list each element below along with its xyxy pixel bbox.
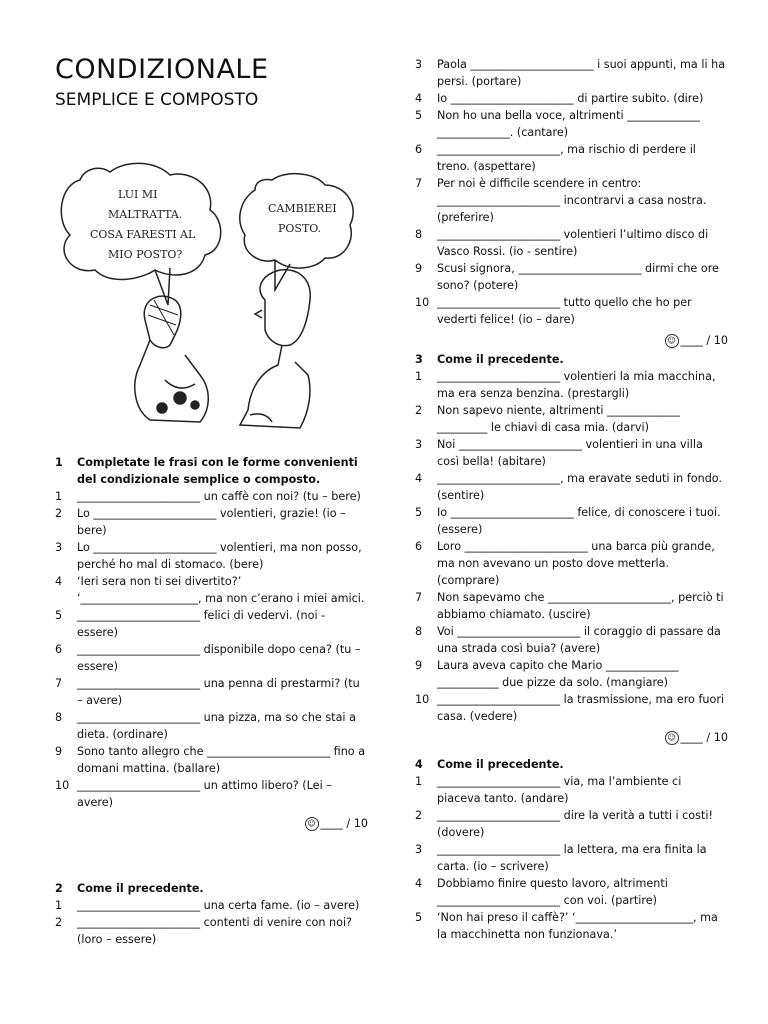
list-item: 1 ______________________ un caffè con noi? (tu – bere) bbox=[55, 490, 361, 503]
list-item: 4 Io ______________________ di partire subito. (dire) bbox=[415, 92, 704, 105]
exercise-number: 4 bbox=[415, 758, 423, 771]
list-item: 2 Lo ______________________ volentieri, grazie! (io – bere) bbox=[55, 507, 346, 537]
exercise-4 bbox=[415, 756, 728, 773]
cartoon-illustration bbox=[50, 140, 380, 440]
list-item: 7 Non sapevamo che ______________________, perciò ti abbiamo chiamato. (uscire) bbox=[415, 591, 724, 621]
list-item: 3 Noi ______________________ volentieri in una villa così bella! (abitare) bbox=[415, 438, 703, 468]
right-column bbox=[415, 56, 728, 943]
exercise-instruction: Come il precedente. bbox=[437, 353, 564, 366]
list-item: 4 ______________________, ma eravate seduti in fondo. (sentire) bbox=[415, 472, 723, 502]
list-item: 5 ______________________ felici di vedervi. (noi - essere) bbox=[55, 609, 326, 639]
list-item: 7 Per noi è difficile scendere in centro: ______________________ incontrarvi a casa nostra. (preferire) bbox=[415, 177, 707, 224]
bubble-right-line-2: POSTO. bbox=[278, 222, 322, 235]
list-item: 10 ______________________ un attimo libero? (Lei – avere) bbox=[55, 779, 332, 809]
list-item: 1 ______________________ via, ma l’ambiente ci piaceva tanto. (andare) bbox=[415, 775, 682, 805]
list-item: 6 ______________________ disponibile dopo cena? (tu – essere) bbox=[55, 643, 361, 673]
score-box: ☺ ____ / 10 bbox=[415, 729, 728, 746]
list-item: 5 Non ho una bella voce, altrimenti _____________ _____________. (cantare) bbox=[415, 109, 700, 139]
exercise-instruction: Completate le frasi con le forme convenienti del condizionale semplice o composto. bbox=[77, 456, 358, 486]
page-subtitle: SEMPLICE E COMPOSTO bbox=[55, 90, 259, 110]
list-item: 4 ‘Ieri sera non ti sei divertito?’ ‘_____________________, ma non c’erano i miei amici. bbox=[55, 575, 365, 605]
woman-figure bbox=[135, 296, 208, 422]
list-item: 9 Scusi signora, ______________________ dirmi che ore sono? (potere) bbox=[415, 262, 719, 292]
list-item: 8 ______________________ volentieri l’ultimo disco di Vasco Rossi. (io - sentire) bbox=[415, 228, 709, 258]
list-item: 6 ______________________, ma rischio di perdere il treno. (aspettare) bbox=[415, 143, 696, 173]
exercise-2 bbox=[55, 880, 368, 948]
exercise-number: 3 bbox=[415, 353, 423, 366]
list-item: 7 ______________________ una penna di prestarmi? (tu – avere) bbox=[55, 677, 360, 707]
exercise-number: 1 bbox=[55, 456, 63, 469]
list-item: 8 Voi ______________________ il coraggio di passare da una strada così buia? (avere) bbox=[415, 625, 721, 655]
exercise-3 bbox=[415, 351, 728, 368]
list-item: 6 Loro ______________________ una barca più grande, ma non avevano un posto dove metterla. (comprare) bbox=[415, 540, 715, 587]
list-item: 3 ______________________ la lettera, ma era finita la carta. (io – scrivere) bbox=[415, 843, 707, 873]
bubble-left-line-4: MIO POSTO? bbox=[108, 248, 183, 261]
list-item: 9 Sono tanto allegro che ______________________ fino a domani mattina. (ballare) bbox=[55, 745, 366, 775]
list-item: 5 Io ______________________ felice, di conoscere i tuoi. (essere) bbox=[415, 506, 721, 536]
smiley-icon: ☺ bbox=[665, 731, 679, 745]
bubble-left-line-3: COSA FARESTI AL bbox=[90, 228, 196, 241]
list-item: 9 Laura aveva capito che Mario _____________ ___________ due pizze da solo. (mangiare) bbox=[415, 659, 679, 689]
list-item: 2 Non sapevo niente, altrimenti _____________ _________ le chiavi di casa mia. (darvi) bbox=[415, 404, 680, 434]
list-item: 1 ______________________ volentieri la mia macchina, ma era senza benzina. (prestargli) bbox=[415, 370, 716, 400]
man-figure bbox=[240, 270, 310, 428]
list-item: 4 Dobbiamo finire questo lavoro, altrimenti ______________________ con voi. (partire) bbox=[415, 877, 668, 907]
list-item: 2 ______________________ contenti di venire con noi? (loro – essere) bbox=[55, 916, 353, 946]
exercise-number: 2 bbox=[55, 882, 63, 895]
exercise-instruction: Come il precedente. bbox=[77, 882, 204, 895]
list-item: 3 Lo ______________________ volentieri, ma non posso, perché ho mal di stomaco. (bere) bbox=[55, 541, 362, 571]
exercise-instruction: Come il precedente. bbox=[437, 758, 564, 771]
score-box: ☺ ____ / 10 bbox=[415, 332, 728, 349]
page-title: CONDIZIONALE bbox=[55, 54, 269, 85]
list-item: 10 ______________________ tutto quello che ho per vederti felice! (io – dare) bbox=[415, 296, 692, 326]
smiley-icon: ☺ bbox=[665, 334, 679, 348]
bubble-left-line-2: MALTRATTA. bbox=[108, 208, 183, 221]
list-item: 2 ______________________ dire la verità a tutti i costi! (dovere) bbox=[415, 809, 713, 839]
list-item: 1 ______________________ una certa fame. (io – avere) bbox=[55, 899, 360, 912]
score-box: ☺ ____ / 10 bbox=[55, 815, 368, 832]
exercise-1 bbox=[55, 454, 368, 832]
bubble-right-line-1: CAMBIEREI bbox=[268, 202, 337, 215]
list-item: 3 Paola ______________________ i suoi appunti, ma li ha persi. (portare) bbox=[415, 58, 726, 88]
smiley-icon: ☺ bbox=[305, 817, 319, 831]
bubble-left-line-1: LUI MI bbox=[118, 188, 158, 201]
list-item: 10 ______________________ la trasmissione, ma ero fuori casa. (vedere) bbox=[415, 693, 725, 723]
list-item: 5 ‘Non hai preso il caffè?’ ‘_____________________, ma la macchinetta non funzionava.’ bbox=[415, 911, 718, 941]
list-item: 8 ______________________ una pizza, ma so che stai a dieta. (ordinare) bbox=[55, 711, 356, 741]
